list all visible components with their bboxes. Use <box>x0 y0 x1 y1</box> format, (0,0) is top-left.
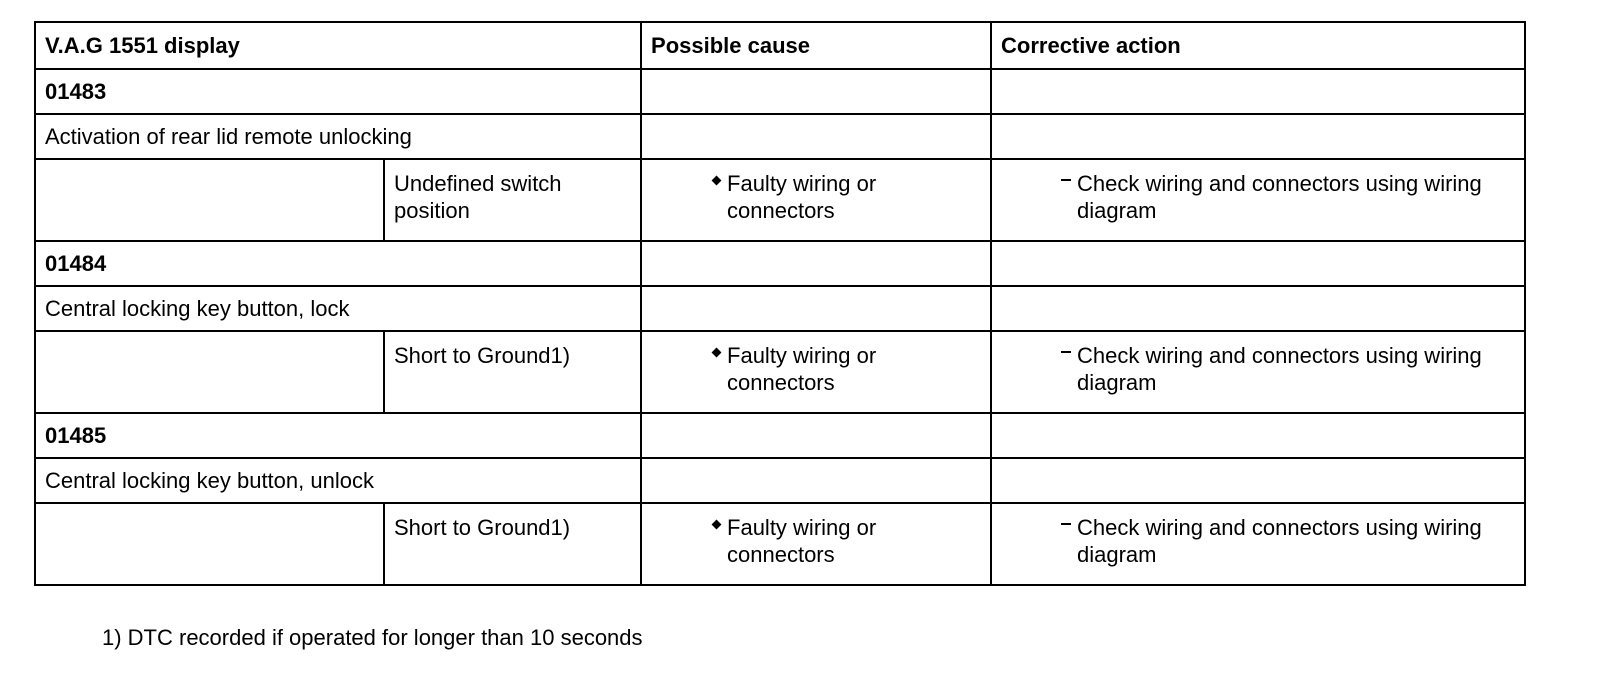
fault-type: Short to Ground1) <box>384 331 641 413</box>
cause-text: Faulty wiring or connectors <box>727 343 877 395</box>
fault-type: Short to Ground1) <box>384 503 641 585</box>
empty-cell <box>991 114 1525 159</box>
empty-cell <box>641 286 991 331</box>
dtc-description: Central locking key button, unlock <box>35 458 641 503</box>
dash-icon <box>1061 179 1071 181</box>
action-cell <box>991 159 1525 241</box>
table-row <box>35 413 1525 458</box>
dtc-description: Central locking key button, lock <box>35 286 641 331</box>
empty-cell <box>35 159 384 241</box>
footnote: 1) DTC recorded if operated for longer than 10 seconds <box>102 625 643 650</box>
empty-cell <box>641 413 991 458</box>
cause-cell <box>641 503 991 585</box>
header-possible-cause: Possible cause <box>641 22 991 69</box>
action-text: Check wiring and connectors using wiring diagram <box>1077 515 1482 567</box>
cause-text: Faulty wiring or connectors <box>727 515 877 567</box>
empty-cell <box>35 331 384 413</box>
table-header-row <box>35 22 1525 69</box>
fault-type: Undefined switch position <box>384 159 641 241</box>
empty-cell <box>991 69 1525 114</box>
dash-icon <box>1061 351 1071 353</box>
dtc-code: 01484 <box>35 241 641 286</box>
table-row <box>35 286 1525 331</box>
empty-cell <box>991 413 1525 458</box>
empty-cell <box>991 241 1525 286</box>
empty-cell <box>641 458 991 503</box>
table-row <box>35 69 1525 114</box>
dtc-code: 01483 <box>35 69 641 114</box>
action-cell <box>991 503 1525 585</box>
cause-cell <box>641 331 991 413</box>
dtc-description: Activation of rear lid remote unlocking <box>35 114 641 159</box>
action-text: Check wiring and connectors using wiring diagram <box>1077 343 1482 395</box>
header-display: V.A.G 1551 display <box>35 22 641 69</box>
empty-cell <box>991 286 1525 331</box>
cause-text: Faulty wiring or connectors <box>727 171 877 223</box>
action-item <box>1001 170 1515 224</box>
table-row <box>35 331 1525 413</box>
action-item <box>1001 342 1515 396</box>
cause-cell <box>641 159 991 241</box>
action-cell <box>991 331 1525 413</box>
table-row <box>35 159 1525 241</box>
dtc-table <box>34 21 1526 586</box>
action-text: Check wiring and connectors using wiring diagram <box>1077 171 1482 223</box>
table-row <box>35 241 1525 286</box>
header-corrective-action: Corrective action <box>991 22 1525 69</box>
cause-item <box>651 514 981 568</box>
cause-item <box>651 170 981 224</box>
table-row <box>35 503 1525 585</box>
empty-cell <box>35 503 384 585</box>
empty-cell <box>991 458 1525 503</box>
table-row <box>35 458 1525 503</box>
empty-cell <box>641 69 991 114</box>
dtc-code: 01485 <box>35 413 641 458</box>
table-row <box>35 114 1525 159</box>
action-item <box>1001 514 1515 568</box>
empty-cell <box>641 114 991 159</box>
empty-cell <box>641 241 991 286</box>
dash-icon <box>1061 523 1071 525</box>
cause-item <box>651 342 981 396</box>
